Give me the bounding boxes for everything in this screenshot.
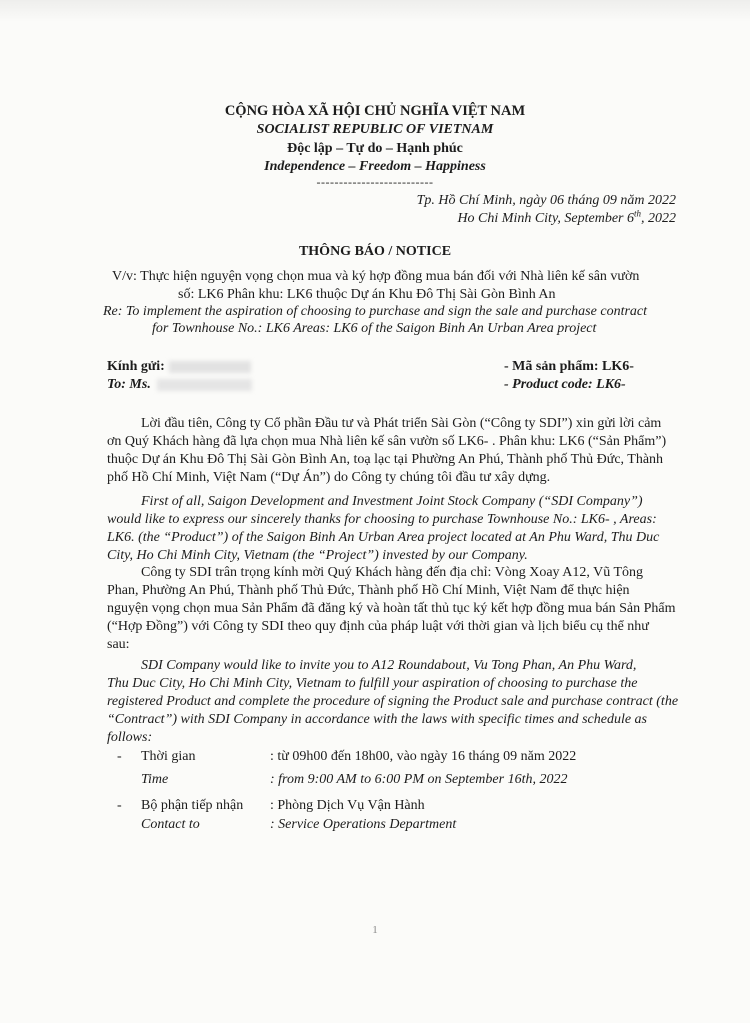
- redacted-name: [169, 361, 251, 373]
- schedule-time-label-vi: Thời gian: [141, 749, 196, 764]
- para1-en-line2: would like to express our sincerely thanks for choosing to purchase Townhouse No.: LK6- , Areas:: [107, 512, 657, 527]
- motto-vi: Độc lập – Tự do – Hạnh phúc: [287, 141, 463, 156]
- subject-en-line1: Re: To implement the aspiration of choosing to purchase and sign the sale and purchase contract: [103, 304, 648, 319]
- to-vi: Kính gửi:: [107, 358, 251, 375]
- country-en: SOCIALIST REPUBLIC OF VIETNAM: [256, 122, 494, 137]
- para1-vi-line3: thuộc Dự án Khu Đô Thị Sài Gòn Bình An, toạ lạc tại Phường An Phú, Thành phố Thủ Đức, Thành: [107, 452, 664, 467]
- para2-en-line1: SDI Company would like to invite you to A12 Roundabout, Vu Tong Phan, An Phu Ward,: [141, 658, 637, 673]
- date-vi: Tp. Hồ Chí Minh, ngày 06 tháng 09 năm 2022: [416, 193, 676, 208]
- para2-vi-line1: Công ty SDI trân trọng kính mời Quý Khách hàng đến địa chỉ: Vòng Xoay A12, Vũ Tông: [141, 565, 644, 580]
- product-code-vi: - Mã sản phẩm: LK6-: [504, 359, 634, 374]
- para2-en-line4: “Contract”) with SDI Company in accordance with the laws with specific times and schedule as: [107, 712, 647, 727]
- para2-vi-line4: (“Hợp Đồng”) với Công ty SDI theo quy định của pháp luật với thời gian và lịch biểu cụ thể như: [107, 619, 649, 634]
- redacted-name-en: [157, 379, 252, 391]
- para1-en-line1: First of all, Saigon Development and Investment Joint Stock Company (“SDI Company”): [141, 494, 643, 509]
- country-vi: CỘNG HÒA XÃ HỘI CHỦ NGHĨA VIỆT NAM: [224, 103, 526, 119]
- notice-title: THÔNG BÁO / NOTICE: [298, 244, 452, 259]
- to-en: To: Ms.: [107, 376, 252, 393]
- para2-vi-line3: nguyện vọng chọn mua Sản Phẩm đã đăng ký và hoàn tất thủ tục ký kết hợp đồng mua bán Sản Phẩm: [107, 601, 676, 616]
- header-rule: --------------------------: [316, 175, 434, 189]
- motto-en: Independence – Freedom – Happiness: [264, 159, 486, 174]
- schedule-contact-label-en: Contact to: [141, 817, 200, 832]
- subject-vi-line1: V/v: Thực hiện nguyện vọng chọn mua và ký hợp đồng mua bán đối với Nhà liên kế sân vườn: [112, 269, 640, 284]
- product-code-en: - Product code: LK6-: [504, 377, 626, 392]
- para1-vi-line2: ơn Quý Khách hàng đã lựa chọn mua Nhà liên kế sân vườn số LK6- . Phân khu: LK6 (“Sản Phẩm”): [107, 434, 667, 449]
- schedule-bullet-1: -: [117, 749, 122, 764]
- schedule-contact-label-vi: Bộ phận tiếp nhận: [141, 798, 244, 813]
- para1-vi-line1: Lời đầu tiên, Công ty Cổ phần Đầu tư và Phát triển Sài Gòn (“Công ty SDI”) xin gửi lời cảm: [141, 416, 662, 431]
- schedule-time-value-vi: : từ 09h00 đến 18h00, vào ngày 16 tháng 09 năm 2022: [270, 749, 577, 764]
- para1-en-line3: LK6. (the “Product”) of the Saigon Binh An Urban Area project located at An Phu Ward, Thu Duc: [107, 530, 660, 545]
- subject-vi-line2: số: LK6 Phân khu: LK6 thuộc Dự án Khu Đô Thị Sài Gòn Bình An: [178, 287, 556, 302]
- date-en: Ho Chi Minh City, September 6th, 2022: [457, 208, 676, 226]
- para2-vi-line5: sau:: [107, 637, 130, 652]
- para1-en-line4: City, Ho Chi Minh City, Vietnam (the “Project”) invested by our Company.: [107, 548, 528, 563]
- schedule-contact-value-en: : Service Operations Department: [270, 817, 457, 832]
- para2-vi-line2: Phan, Phường An Phú, Thành phố Thủ Đức, Thành phố Hồ Chí Minh, Việt Nam để thực hiện: [107, 583, 630, 598]
- subject-en-line2: for Townhouse No.: LK6 Areas: LK6 of the Saigon Binh An Urban Area project: [152, 321, 597, 336]
- para2-en-line5: follows:: [107, 730, 153, 745]
- para1-vi-line4: phố Hồ Chí Minh, Việt Nam (“Dự Án”) do Công ty chúng tôi đầu tư xây dựng.: [107, 470, 551, 485]
- schedule-time-label-en: Time: [141, 772, 169, 787]
- para2-en-line3: registered Product and complete the procedure of signing the Product sale and purchase contract (the: [107, 694, 679, 709]
- schedule-contact-value-vi: : Phòng Dịch Vụ Vận Hành: [270, 798, 425, 813]
- schedule-time-value-en: : from 9:00 AM to 6:00 PM on September 16th, 2022: [270, 772, 568, 787]
- page-number: 1: [372, 924, 378, 936]
- top-shadow: [0, 0, 750, 22]
- para2-en-line2: Thu Duc City, Ho Chi Minh City, Vietnam to fulfill your aspiration of choosing to purchase the: [107, 676, 638, 691]
- schedule-bullet-2: -: [117, 798, 122, 813]
